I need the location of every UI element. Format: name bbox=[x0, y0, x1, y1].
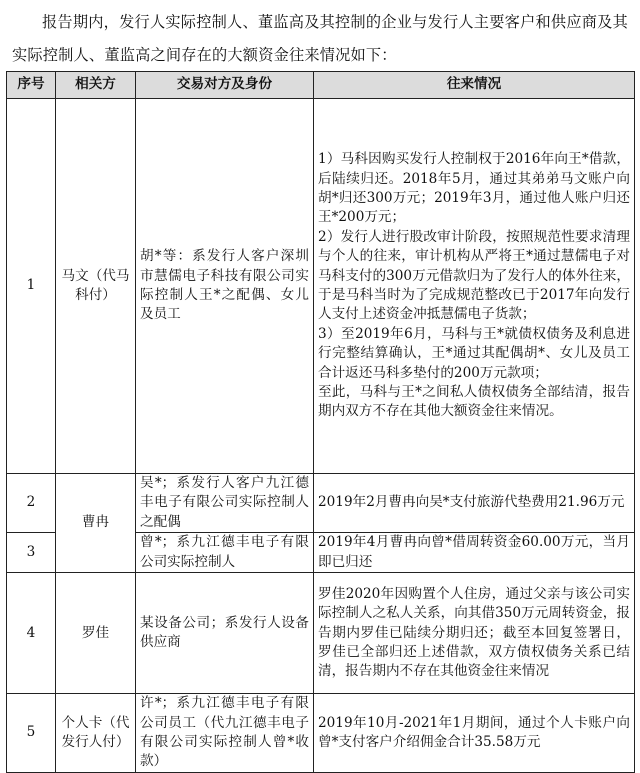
detail-paragraph: 至此，马科与王*之间私人债权债务全部结清，报告期内双方不存在其他大额资金往来情况。 bbox=[318, 384, 630, 420]
row-details: 2019年2月曹冉向吴*支付旅游代垫费用21.96万元 bbox=[314, 474, 635, 533]
row-no: 3 bbox=[7, 533, 56, 573]
header-party: 相关方 bbox=[56, 72, 136, 99]
header-no: 序号 bbox=[7, 72, 56, 99]
detail-paragraph: 1）马科因购买发行人控制权于2016年向王*借款，后陆续归还。2018年5月，通过其弟弟马文账户向胡*归还300万元；2019年3月，通过他人账户归还王*200万元； bbox=[318, 151, 630, 226]
table-row bbox=[7, 99, 635, 474]
row-details bbox=[314, 99, 635, 474]
table-row bbox=[7, 474, 635, 533]
table-row bbox=[7, 694, 635, 773]
table-row bbox=[7, 573, 635, 694]
row-party: 个人卡（代发行人付） bbox=[56, 694, 136, 773]
detail-paragraph: 3）至2019年6月，马科与王*就债权债务及利息进行完整结算确认，王*通过其配偶胡*、女儿及员工合计返还马科多垫付的200万元款项； bbox=[318, 325, 630, 381]
row-no: 1 bbox=[7, 99, 56, 474]
row-party: 马文（代马科付） bbox=[56, 99, 136, 474]
row-counterparty: 曾*；系九江德丰电子有限公司实际控制人 bbox=[136, 533, 314, 573]
row-details: 罗佳2020年因购置个人住房，通过父亲与该公司实际控制人之私人关系，向其借350万元周转资金，报告期内罗佳已陆续分期归还；截至本回复签署日，罗佳已全部归还上述借款，双方债权债务关系已结清，报告期内不存在其他资金往来情况 bbox=[314, 573, 635, 694]
intro-paragraph: 报告期内，发行人实际控制人、董监高及其控制的企业与发行人主要客户和供应商及其实际控制人、董监高之间存在的大额资金往来情况如下： bbox=[12, 13, 628, 64]
detail-paragraph: 2）发行人进行股改审计阶段，按照规范性要求清理与个人的往来，审计机构从严将王*通过慧儒电子对马科支付的300万元借款归为了发行人的体外往来，于是马科当时为了完成规范整改已于2017年向发行人支付上述资金冲抵慧儒电子货款； bbox=[318, 228, 630, 323]
header-counterparty: 交易对方及身份 bbox=[136, 72, 314, 99]
fund-transactions-table bbox=[6, 71, 635, 773]
row-counterparty: 某设备公司；系发行人设备供应商 bbox=[136, 573, 314, 694]
table-header-row bbox=[7, 72, 635, 99]
row-details: 2019年10月-2021年1月期间，通过个人卡账户向曾*支付客户介绍佣金合计35.58万元 bbox=[314, 694, 635, 773]
header-details: 往来情况 bbox=[314, 72, 635, 99]
row-no: 5 bbox=[7, 694, 56, 773]
row-counterparty: 胡*等：系发行人客户深圳市慧儒电子科技有限公司实际控制人王*之配偶、女儿及员工 bbox=[136, 99, 314, 474]
row-details: 2019年4月曹冉向曾*借周转资金60.00万元，当月即已归还 bbox=[314, 533, 635, 573]
row-counterparty: 许*；系九江德丰电子有限公司员工（代九江德丰电子有限公司实际控制人曾*收款） bbox=[136, 694, 314, 773]
row-party: 罗佳 bbox=[56, 573, 136, 694]
row-no: 4 bbox=[7, 573, 56, 694]
row-counterparty: 吴*；系发行人客户九江德丰电子有限公司实际控制人之配偶 bbox=[136, 474, 314, 533]
row-party: 曹冉 bbox=[56, 474, 136, 573]
row-no: 2 bbox=[7, 474, 56, 533]
